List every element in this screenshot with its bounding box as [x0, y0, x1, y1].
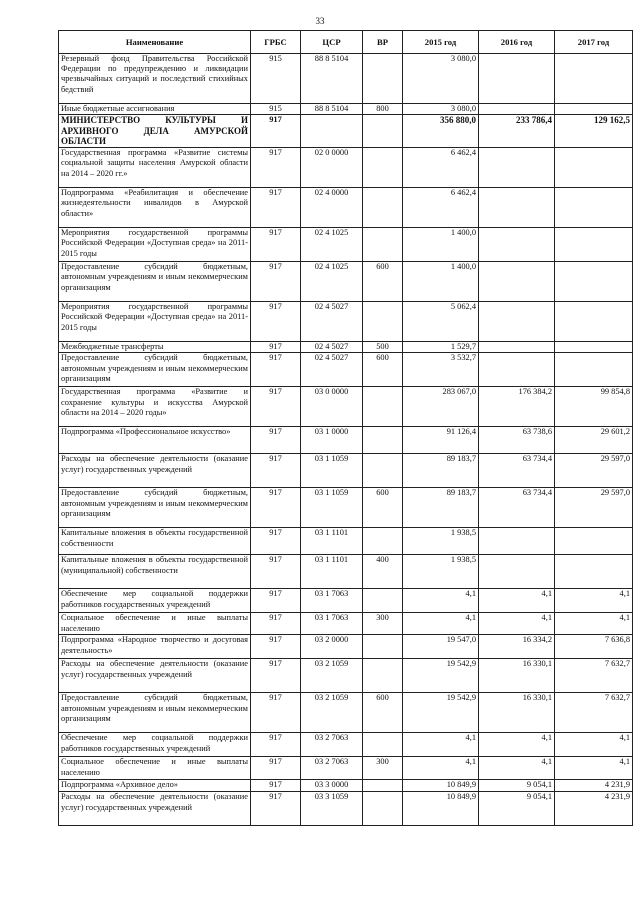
cell-grbs: 917 — [251, 454, 301, 488]
cell-y2016: 4,1 — [479, 589, 555, 613]
table-row — [59, 228, 633, 262]
cell-y2016 — [479, 188, 555, 228]
cell-grbs: 915 — [251, 104, 301, 115]
cell-y2016: 176 384,2 — [479, 387, 555, 427]
cell-grbs: 917 — [251, 733, 301, 757]
cell-name: Подпрограмма «Народное творчество и досуговая деятельность» — [59, 635, 251, 659]
cell-y2015: 10 849,9 — [403, 780, 479, 792]
cell-csr: 03 1 1101 — [301, 555, 363, 589]
cell-vr — [363, 589, 403, 613]
cell-y2017 — [555, 188, 633, 228]
cell-vr — [363, 659, 403, 693]
cell-y2016 — [479, 555, 555, 589]
table-row — [59, 555, 633, 589]
cell-y2017: 4,1 — [555, 757, 633, 780]
table-row — [59, 733, 633, 757]
cell-name: Подпрограмма «Реабилитация и обеспечение жизнедеятельности инвалидов в Амурской области» — [59, 188, 251, 228]
cell-name: Предоставление субсидий бюджетным, автономным учреждениям и иным некоммерческим организациям — [59, 693, 251, 733]
table-row — [59, 54, 633, 104]
cell-name: Социальное обеспечение и иные выплаты населению — [59, 757, 251, 780]
cell-csr: 03 1 0000 — [301, 427, 363, 454]
cell-y2015: 6 462,4 — [403, 148, 479, 188]
cell-y2017 — [555, 342, 633, 353]
cell-y2016: 63 738,6 — [479, 427, 555, 454]
cell-y2016 — [479, 302, 555, 342]
cell-y2017 — [555, 302, 633, 342]
cell-y2017 — [555, 228, 633, 262]
cell-csr: 02 4 5027 — [301, 342, 363, 353]
table-row — [59, 659, 633, 693]
cell-y2016: 9 054,1 — [479, 792, 555, 826]
cell-y2017: 4 231,9 — [555, 780, 633, 792]
cell-y2017 — [555, 528, 633, 555]
cell-grbs: 917 — [251, 757, 301, 780]
cell-name: Расходы на обеспечение деятельности (оказание услуг) государственных учреждений — [59, 454, 251, 488]
cell-grbs: 917 — [251, 302, 301, 342]
cell-vr — [363, 792, 403, 826]
cell-vr — [363, 228, 403, 262]
table-header-row — [59, 31, 633, 54]
cell-csr: 03 1 1059 — [301, 454, 363, 488]
header-grbs: ГРБС — [251, 31, 301, 54]
table-row — [59, 353, 633, 387]
cell-y2016 — [479, 228, 555, 262]
cell-vr: 300 — [363, 757, 403, 780]
cell-grbs: 917 — [251, 780, 301, 792]
cell-csr: 88 8 5104 — [301, 104, 363, 115]
cell-y2016: 63 734,4 — [479, 454, 555, 488]
cell-y2016 — [479, 54, 555, 104]
cell-y2016: 4,1 — [479, 757, 555, 780]
cell-y2016 — [479, 528, 555, 555]
table-row — [59, 693, 633, 733]
cell-csr: 03 2 1059 — [301, 659, 363, 693]
cell-y2015: 1 400,0 — [403, 228, 479, 262]
cell-vr: 600 — [363, 488, 403, 528]
cell-csr: 02 4 5027 — [301, 353, 363, 387]
table-row — [59, 188, 633, 228]
cell-y2016: 16 330,1 — [479, 693, 555, 733]
cell-grbs: 917 — [251, 115, 301, 148]
cell-csr: 03 1 7063 — [301, 613, 363, 635]
cell-grbs: 917 — [251, 693, 301, 733]
cell-y2015: 1 938,5 — [403, 528, 479, 555]
cell-name: Иные бюджетные ассигнования — [59, 104, 251, 115]
cell-csr: 02 4 1025 — [301, 262, 363, 302]
cell-vr — [363, 115, 403, 148]
cell-name: Подпрограмма «Профессиональное искусство» — [59, 427, 251, 454]
cell-csr: 03 1 1059 — [301, 488, 363, 528]
table-row — [59, 589, 633, 613]
cell-y2016: 63 734,4 — [479, 488, 555, 528]
cell-csr: 03 1 7063 — [301, 589, 363, 613]
cell-y2017: 4 231,9 — [555, 792, 633, 826]
cell-grbs: 917 — [251, 528, 301, 555]
cell-y2015: 10 849,9 — [403, 792, 479, 826]
cell-y2015: 356 880,0 — [403, 115, 479, 148]
cell-y2015: 1 938,5 — [403, 555, 479, 589]
cell-csr: 02 4 1025 — [301, 228, 363, 262]
cell-y2015: 89 183,7 — [403, 488, 479, 528]
cell-y2015: 3 080,0 — [403, 104, 479, 115]
cell-y2015: 1 529,7 — [403, 342, 479, 353]
cell-y2017 — [555, 148, 633, 188]
cell-name: Обеспечение мер социальной поддержки работников государственных учреждений — [59, 733, 251, 757]
budget-table — [58, 30, 633, 826]
header-2016: 2016 год — [479, 31, 555, 54]
table-row — [59, 757, 633, 780]
cell-vr — [363, 302, 403, 342]
cell-y2017 — [555, 555, 633, 589]
cell-y2017: 99 854,8 — [555, 387, 633, 427]
cell-y2017: 7 636,8 — [555, 635, 633, 659]
cell-vr — [363, 427, 403, 454]
cell-y2015: 283 067,0 — [403, 387, 479, 427]
cell-name: Обеспечение мер социальной поддержки работников государственных учреждений — [59, 589, 251, 613]
cell-name: Резервный фонд Правительства Российской Федерации по предупреждению и ликвидации чрезвычайных ситуаций и последствий стихийных бедствий — [59, 54, 251, 104]
cell-vr: 300 — [363, 613, 403, 635]
cell-y2016 — [479, 148, 555, 188]
cell-csr: 03 3 1059 — [301, 792, 363, 826]
cell-y2017 — [555, 54, 633, 104]
cell-name: Капитальные вложения в объекты государственной (муниципальной) собственности — [59, 555, 251, 589]
cell-name: Капитальные вложения в объекты государственной собственности — [59, 528, 251, 555]
cell-y2015: 4,1 — [403, 589, 479, 613]
cell-vr — [363, 54, 403, 104]
cell-name: Социальное обеспечение и иные выплаты населению — [59, 613, 251, 635]
table-row — [59, 387, 633, 427]
cell-name: Расходы на обеспечение деятельности (оказание услуг) государственных учреждений — [59, 659, 251, 693]
cell-y2016 — [479, 262, 555, 302]
cell-name: Предоставление субсидий бюджетным, автономным учреждениям и иным некоммерческим организациям — [59, 262, 251, 302]
cell-grbs: 917 — [251, 555, 301, 589]
cell-grbs: 917 — [251, 387, 301, 427]
cell-grbs: 917 — [251, 613, 301, 635]
cell-vr — [363, 528, 403, 555]
cell-grbs: 917 — [251, 148, 301, 188]
cell-vr — [363, 148, 403, 188]
table-row — [59, 613, 633, 635]
cell-vr — [363, 188, 403, 228]
table-row — [59, 454, 633, 488]
cell-y2016 — [479, 104, 555, 115]
cell-y2016: 16 334,2 — [479, 635, 555, 659]
cell-name: Государственная программа «Развитие и сохранение культуры и искусства Амурской области на 2014 – 2020 годы» — [59, 387, 251, 427]
cell-csr: 02 4 5027 — [301, 302, 363, 342]
cell-y2015: 19 542,9 — [403, 693, 479, 733]
cell-grbs: 917 — [251, 188, 301, 228]
cell-vr: 400 — [363, 555, 403, 589]
cell-name: Расходы на обеспечение деятельности (оказание услуг) государственных учреждений — [59, 792, 251, 826]
table-row — [59, 528, 633, 555]
cell-grbs: 917 — [251, 262, 301, 302]
cell-grbs: 917 — [251, 659, 301, 693]
cell-y2015: 19 547,0 — [403, 635, 479, 659]
header-csr: ЦСР — [301, 31, 363, 54]
table-row — [59, 148, 633, 188]
cell-name: Подпрограмма «Архивное дело» — [59, 780, 251, 792]
cell-grbs: 917 — [251, 635, 301, 659]
table-row — [59, 488, 633, 528]
cell-csr: 03 3 0000 — [301, 780, 363, 792]
cell-csr: 02 4 0000 — [301, 188, 363, 228]
cell-y2015: 4,1 — [403, 733, 479, 757]
cell-grbs: 917 — [251, 353, 301, 387]
cell-y2016 — [479, 342, 555, 353]
cell-y2016: 16 330,1 — [479, 659, 555, 693]
cell-y2017 — [555, 104, 633, 115]
table-row — [59, 104, 633, 115]
table-row — [59, 780, 633, 792]
cell-y2015: 19 542,9 — [403, 659, 479, 693]
cell-name: Мероприятия государственной программы Российской Федерации «Доступная среда» на 2011-2015 годы — [59, 228, 251, 262]
cell-name: Мероприятия государственной программы Российской Федерации «Доступная среда» на 2011-2015 годы — [59, 302, 251, 342]
page-number: 33 — [315, 16, 325, 26]
header-2017: 2017 год — [555, 31, 633, 54]
cell-name: Предоставление субсидий бюджетным, автономным учреждениям и иным некоммерческим организациям — [59, 353, 251, 387]
cell-vr — [363, 635, 403, 659]
table-row — [59, 635, 633, 659]
cell-vr — [363, 733, 403, 757]
cell-vr — [363, 387, 403, 427]
cell-y2016: 233 786,4 — [479, 115, 555, 148]
cell-y2017: 7 632,7 — [555, 659, 633, 693]
cell-y2015: 89 183,7 — [403, 454, 479, 488]
cell-y2017: 4,1 — [555, 733, 633, 757]
cell-vr: 800 — [363, 104, 403, 115]
table-row — [59, 427, 633, 454]
cell-vr: 600 — [363, 262, 403, 302]
cell-y2016: 9 054,1 — [479, 780, 555, 792]
cell-csr: 03 1 1101 — [301, 528, 363, 555]
cell-vr — [363, 454, 403, 488]
cell-y2015: 4,1 — [403, 757, 479, 780]
cell-csr: 03 2 7063 — [301, 733, 363, 757]
cell-y2017: 7 632,7 — [555, 693, 633, 733]
cell-csr: 03 2 7063 — [301, 757, 363, 780]
cell-csr: 88 8 5104 — [301, 54, 363, 104]
cell-y2017 — [555, 353, 633, 387]
header-2015: 2015 год — [403, 31, 479, 54]
table-row — [59, 792, 633, 826]
cell-csr: 02 0 0000 — [301, 148, 363, 188]
cell-y2017 — [555, 262, 633, 302]
cell-y2017: 129 162,5 — [555, 115, 633, 148]
cell-y2017: 29 601,2 — [555, 427, 633, 454]
cell-y2015: 3 532,7 — [403, 353, 479, 387]
cell-name: МИНИСТЕРСТВО КУЛЬТУРЫ И АРХИВНОГО ДЕЛА АМУРСКОЙ ОБЛАСТИ — [59, 115, 251, 148]
cell-y2015: 6 462,4 — [403, 188, 479, 228]
cell-y2016: 4,1 — [479, 613, 555, 635]
cell-name: Предоставление субсидий бюджетным, автономным учреждениям и иным некоммерческим организациям — [59, 488, 251, 528]
cell-y2016 — [479, 353, 555, 387]
cell-y2017: 4,1 — [555, 589, 633, 613]
cell-grbs: 917 — [251, 488, 301, 528]
table-row — [59, 302, 633, 342]
cell-csr: 03 0 0000 — [301, 387, 363, 427]
cell-y2015: 1 400,0 — [403, 262, 479, 302]
cell-grbs: 917 — [251, 589, 301, 613]
cell-name: Государственная программа «Развитие системы социальной защиты населения Амурской области на 2014 – 2020 гг.» — [59, 148, 251, 188]
cell-grbs: 917 — [251, 228, 301, 262]
table-row — [59, 115, 633, 148]
cell-vr: 600 — [363, 353, 403, 387]
cell-y2017: 4,1 — [555, 613, 633, 635]
cell-grbs: 917 — [251, 342, 301, 353]
cell-vr: 600 — [363, 693, 403, 733]
cell-y2015: 5 062,4 — [403, 302, 479, 342]
header-vr: ВР — [363, 31, 403, 54]
cell-y2015: 91 126,4 — [403, 427, 479, 454]
cell-csr: 03 2 1059 — [301, 693, 363, 733]
cell-name: Межбюджетные трансферты — [59, 342, 251, 353]
cell-grbs: 917 — [251, 427, 301, 454]
cell-y2016: 4,1 — [479, 733, 555, 757]
cell-csr — [301, 115, 363, 148]
cell-csr: 03 2 0000 — [301, 635, 363, 659]
cell-y2015: 4,1 — [403, 613, 479, 635]
header-name: Наименование — [59, 31, 251, 54]
cell-vr: 500 — [363, 342, 403, 353]
cell-grbs: 917 — [251, 792, 301, 826]
cell-y2017: 29 597,0 — [555, 488, 633, 528]
cell-vr — [363, 780, 403, 792]
cell-grbs: 915 — [251, 54, 301, 104]
table-row — [59, 342, 633, 353]
cell-y2015: 3 080,0 — [403, 54, 479, 104]
cell-y2017: 29 597,0 — [555, 454, 633, 488]
table-row — [59, 262, 633, 302]
